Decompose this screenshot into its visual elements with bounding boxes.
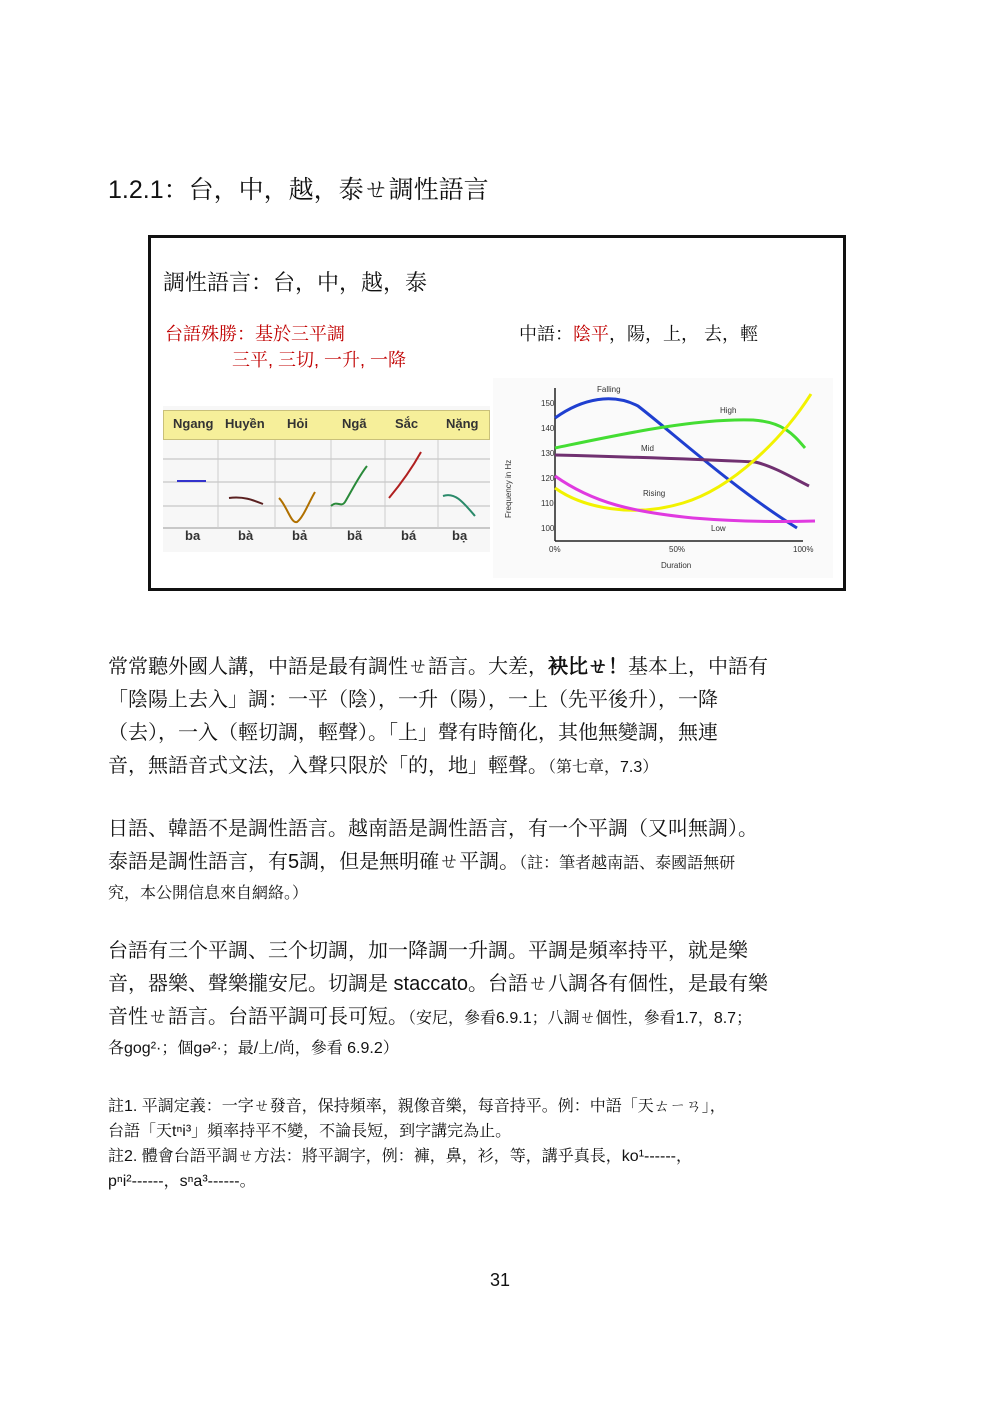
high-tone-line [555,420,805,448]
mandarin-tone-chart [493,378,833,578]
paragraph-line: 日語、韓語不是調性語言。越南語是調性語言，有一个平調（又叫無調）。 [108,818,758,840]
text-span: 常常聽外國人講，中語是最有調性ㄝ語言。大差， [108,656,548,678]
note-line: 台語「天tⁿi³」頻率持平不變，不論長短，到字講完為止。 [108,1123,512,1140]
note-line: 註2. 體會台語平調ㄝ方法：將平調字，例：褲，鼻，衫，等，講乎真長，ko¹------， [108,1148,692,1165]
reference-text: （第七章，7.3） [548,759,659,776]
x-tick: 50% [669,545,686,554]
mid-tone-line [555,455,809,486]
syllable-label: ba [185,528,201,543]
mandarin-highlight: 陰平 [573,324,609,344]
paragraph-2 [108,813,898,908]
y-tick: 110 [541,499,554,508]
notes-block [108,1094,908,1194]
syllable-label: bà [238,528,254,543]
paragraph-line: 究，本公開信息來自網絡。） [108,885,309,902]
taiwanese-caption-1: 台語殊勝：基於三平調 [165,324,345,344]
reference-text: （安尼，參看6.9.1；八調ㄝ個性，參看1.7，8.7； [408,1010,753,1027]
y-tick: 120 [541,474,555,483]
y-tick: 150 [541,399,555,408]
paragraph-line: 台語有三个平調、三个切調，加一降調一升調。平調是頻率持平，就是樂 [108,940,748,962]
x-axis-label: Duration [661,561,692,570]
note-line: 註1. 平調定義：一字ㄝ發音，保持頻率，親像音樂，每音持平。例：中語「天ㄊㄧㄢ」， [108,1098,726,1115]
tone-contour-huyen [229,497,263,504]
series-label: Rising [643,489,666,498]
paragraph-line [108,1001,898,1035]
vietnamese-tone-lines [163,406,490,552]
section-heading: 1.2.1：台，中，越，泰ㄝ調性語言 [108,176,489,204]
syllable-label: bã [347,528,363,543]
y-tick: 130 [541,449,555,458]
paragraph-3 [108,935,898,1063]
tone-label: Nặng [446,416,479,431]
emphasis-text: 袂比ㄝ！ [548,654,628,678]
figure-title: 調性語言：台，中，越，泰 [163,270,428,295]
text-span: 泰語是調性語言，有5調，但是無明確ㄝ平調。 [108,851,520,873]
paragraph-line: 音，器樂、聲樂攏安尼。切調是 staccato。台語ㄝ八調各有個性，是最有樂 [108,973,769,995]
reference-text: （註：筆者越南語、泰國語無研 [519,855,736,872]
y-tick: 100 [541,524,555,533]
series-label: Low [711,524,726,533]
text-span: 音，無語音式文法，入聲只限於「的，地」輕聲。 [108,755,548,777]
text-span: 音性ㄝ語言。台語平調可長可短。 [108,1006,408,1028]
series-label: High [720,406,737,415]
vietnamese-tone-chart [163,406,490,552]
syllable-label: bả [292,528,308,543]
tone-label: Ngã [342,416,367,431]
x-tick: 100% [793,545,814,554]
tone-label: Ngang [173,416,214,431]
paragraph-line: （去），一入（輕切調，輕聲）。「上」聲有時簡化，其他無變調，無連 [108,722,718,744]
x-tick: 0% [549,545,561,554]
tone-label: Hỏi [287,416,308,431]
series-label: Falling [597,385,621,394]
series-label: Mid [641,444,654,453]
tone-contour-hoi [279,492,315,522]
paragraph-line: 各gog²·；個gə²·；最/上/尚，參看 6.9.2） [108,1040,399,1057]
syllable-label: bá [401,528,417,543]
note-line: pⁿi²------，sⁿa³------。 [108,1173,256,1190]
syllable-label: bạ [452,528,468,543]
tone-label: Sắc [395,416,419,431]
paragraph-line [108,750,898,784]
mandarin-caption [519,320,758,346]
tone-label: Huyền [225,416,265,431]
tone-contour-nga [331,466,367,506]
taiwanese-caption-2: 三平, 三切, 一升, 一降 [232,350,407,370]
text-span: 基本上，中語有 [628,656,768,678]
mandarin-prefix: 中語： [519,324,573,344]
rising-tone-line [555,394,811,510]
y-axis-label: Frequency in Hz [504,459,513,518]
page-number: 31 [489,1270,511,1290]
mandarin-rest: ，陽，上， 去，輕 [609,324,759,344]
paragraph-line: 「陰陽上去入」調：一平（陰），一升（陽），一上（先平後升），一降 [108,689,718,711]
paragraph-line [108,650,898,684]
paragraph-line [108,846,898,880]
paragraph-1 [108,650,898,784]
y-tick: 140 [541,424,555,433]
